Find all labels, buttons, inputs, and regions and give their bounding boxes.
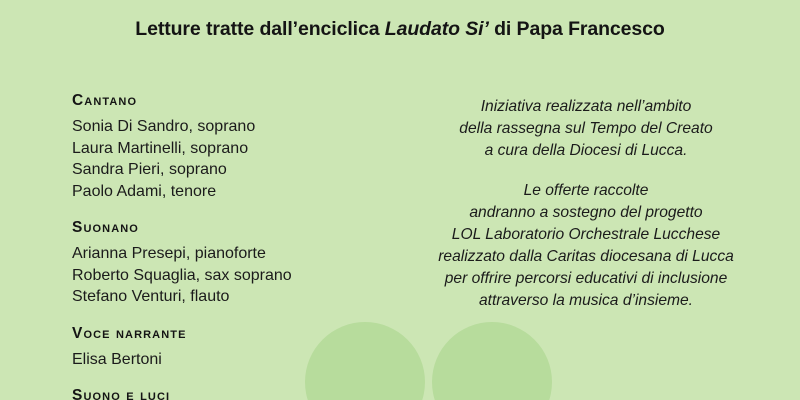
credits-section-suono-e-luci [72, 387, 402, 400]
list-item: Paolo Adami, tenore [72, 182, 217, 200]
description-line: Le offerte raccolte [523, 182, 649, 199]
description-paragraph [436, 96, 736, 162]
list-item: Laura Martinelli, soprano [72, 139, 249, 157]
description-line: andranno a sostegno del progetto [469, 204, 703, 221]
page-title-part2: di Papa Francesco [488, 18, 665, 40]
page-title-italic: Laudato Si’ [384, 18, 489, 40]
list-item: Roberto Squaglia, sax soprano [72, 266, 292, 284]
description-column [436, 96, 736, 312]
description-line: a cura della Diocesi di Lucca. [484, 142, 688, 159]
decorative-circle-right [432, 322, 552, 400]
list-item: Stefano Venturi, flauto [72, 288, 230, 305]
description-line: per offrire percorsi educativi di inclusione [444, 270, 728, 287]
description-line: Iniziativa realizzata nell’ambito [480, 98, 692, 115]
page-title-part1: Letture tratte dall’enciclica [135, 18, 385, 40]
section-heading: Suonano [72, 219, 139, 236]
page-title [0, 18, 800, 41]
section-heading: Suono e luci [72, 387, 171, 400]
section-heading: Voce narrante [72, 324, 187, 342]
list-item: Arianna Presepi, pianoforte [72, 245, 266, 262]
description-line: LOL Laboratorio Orchestrale Lucchese [451, 226, 721, 243]
credits-section-suonano [72, 219, 402, 308]
credits-column [72, 92, 402, 400]
section-heading: Cantano [72, 92, 138, 109]
description-line: realizzato dalla Caritas diocesana di Lucca [438, 248, 734, 265]
credits-section-voce-narrante [72, 325, 402, 371]
list-item: Elisa Bertoni [72, 350, 162, 368]
list-item: Sonia Di Sandro, soprano [72, 118, 256, 135]
description-line: attraverso la musica d’insieme. [478, 292, 694, 309]
credits-section-cantano [72, 92, 402, 202]
list-item: Sandra Pieri, soprano [72, 161, 227, 178]
description-paragraph [436, 180, 736, 312]
description-line: della rassegna sul Tempo del Creato [459, 120, 713, 137]
